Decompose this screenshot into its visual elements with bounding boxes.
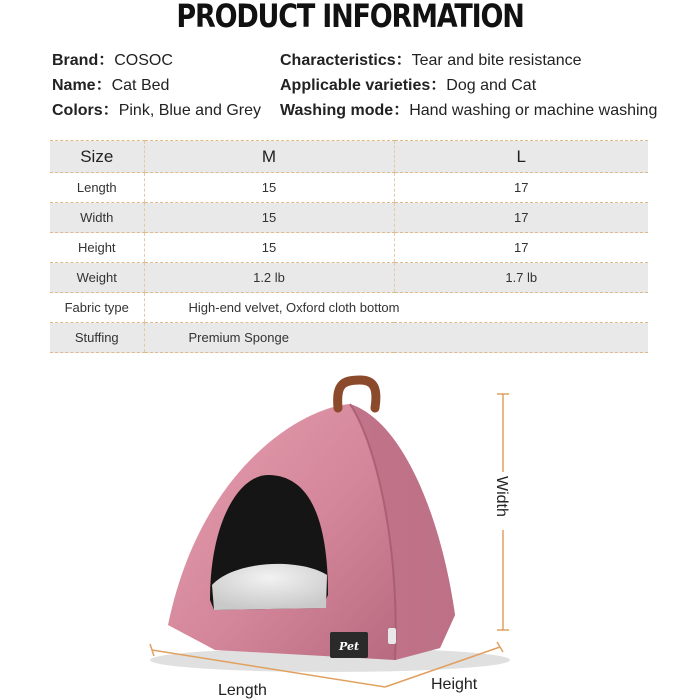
table-row	[50, 203, 648, 233]
table-cell: 17	[394, 173, 648, 203]
bed-handle	[338, 380, 376, 408]
table-cell: 15	[144, 203, 394, 233]
table-header-row	[50, 141, 648, 173]
info-colors	[52, 101, 261, 121]
info-washing-value: Hand washing or machine washing	[409, 102, 658, 119]
page-title: PRODUCT INFORMATION	[176, 0, 524, 36]
length-label: Length	[218, 682, 267, 699]
table-cell: 15	[144, 233, 394, 263]
info-colors-value: Pink, Blue and Grey	[118, 102, 261, 119]
info-brand-label: Brand：	[52, 52, 115, 69]
table-cell: Length	[50, 173, 144, 203]
table-row	[50, 173, 648, 203]
info-characteristics	[280, 51, 582, 71]
width-label: Width	[493, 476, 510, 517]
table-row	[50, 293, 648, 323]
info-characteristics-label: Characteristics：	[280, 52, 412, 69]
info-varieties	[280, 76, 536, 96]
table-cell: Fabric type	[50, 293, 144, 323]
table-cell: Premium Sponge	[144, 323, 648, 353]
info-colors-label: Colors：	[52, 102, 119, 119]
info-name-value: Cat Bed	[111, 77, 170, 94]
table-header-cell: L	[394, 141, 648, 173]
table-cell: 17	[394, 233, 648, 263]
brand-tag-text: Pet	[338, 640, 360, 653]
table-header-cell: M	[144, 141, 394, 173]
info-brand	[52, 51, 173, 71]
info-name-label: Name：	[52, 77, 112, 94]
table-row	[50, 233, 648, 263]
table-cell: Height	[50, 233, 144, 263]
table-cell: 1.2 lb	[144, 263, 394, 293]
table-cell: Weight	[50, 263, 144, 293]
table-cell: 15	[144, 173, 394, 203]
table-row	[50, 263, 648, 293]
info-washing-label: Washing mode：	[280, 102, 410, 119]
info-varieties-value: Dog and Cat	[446, 77, 537, 94]
table-cell: High-end velvet, Oxford cloth bottom	[144, 293, 648, 323]
info-name	[52, 76, 169, 96]
info-washing	[280, 101, 657, 121]
table-header-cell: Size	[50, 141, 144, 173]
info-characteristics-value: Tear and bite resistance	[411, 52, 582, 69]
height-label: Height	[431, 676, 478, 693]
table-cell: Width	[50, 203, 144, 233]
cat-bed-illustration	[0, 360, 700, 700]
table-cell: 1.7 lb	[394, 263, 648, 293]
size-table	[50, 140, 648, 353]
table-cell: 17	[394, 203, 648, 233]
info-varieties-label: Applicable varieties：	[280, 77, 447, 94]
care-label	[388, 628, 396, 644]
table-row	[50, 323, 648, 353]
info-brand-value: COSOC	[114, 52, 173, 69]
table-cell: Stuffing	[50, 323, 144, 353]
